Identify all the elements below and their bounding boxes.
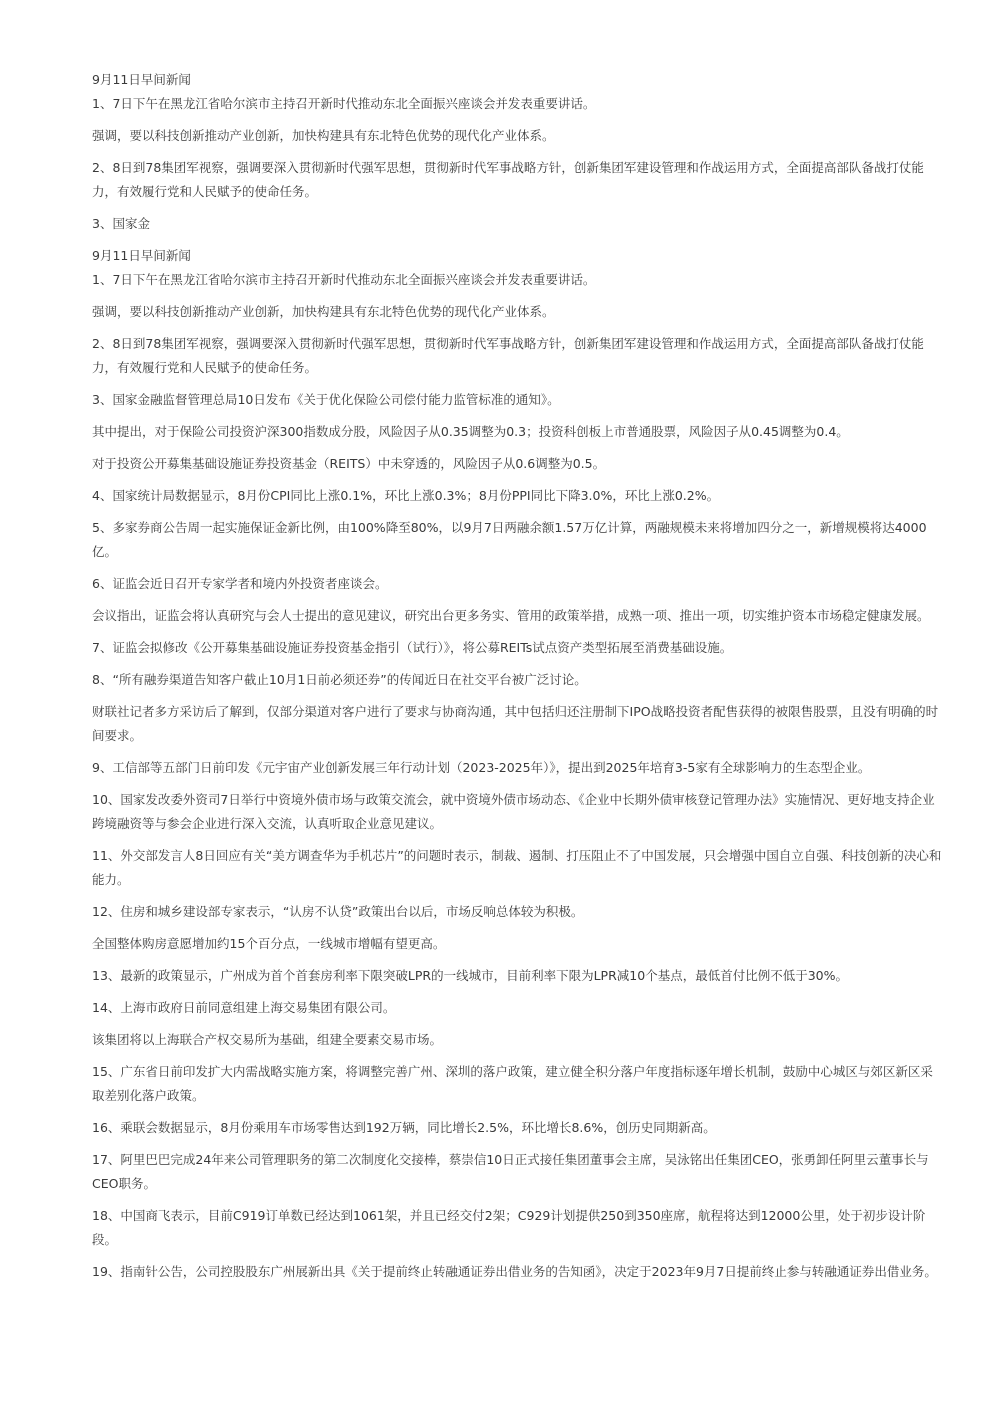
news-paragraph: 会议指出，证监会将认真研究与会人士提出的意见建议，研究出台更多务实、管用的政策举措，成熟一项、推出一项，切实维护资本市场稳定健康发展。 — [92, 608, 930, 623]
news-paragraph: 5、多家券商公告周一起实施保证金新比例，由100%降至80%，以9月7日两融余额1.57万亿计算，两融规模未来将增加四分之一，新增规模将达4000亿。 — [92, 520, 927, 559]
news-paragraph: 8、“所有融券渠道告知客户截止10月1日前必须还券”的传闻近日在社交平台被广泛讨论。 — [92, 672, 587, 687]
news-paragraph: 1、7日下午在黑龙江省哈尔滨市主持召开新时代推动东北全面振兴座谈会并发表重要讲话。 — [92, 272, 596, 287]
news-paragraph: 1、7日下午在黑龙江省哈尔滨市主持召开新时代推动东北全面振兴座谈会并发表重要讲话。 — [92, 96, 596, 111]
news-paragraph: 9、工信部等五部门日前印发《元宇宙产业创新发展三年行动计划（2023-2025年）》，提出到2025年培育3-5家有全球影响力的生态型企业。 — [92, 760, 871, 775]
news-paragraph: 3、国家金 — [92, 216, 150, 231]
news-document — [92, 68, 944, 1292]
news-paragraph: 17、阿里巴巴完成24年来公司管理职务的第二次制度化交接棒，蔡崇信10日正式接任集团董事会主席，吴泳铭出任集团CEO，张勇卸任阿里云董事长与CEO职务。 — [92, 1152, 929, 1191]
news-paragraph: 19、指南针公告，公司控股股东广州展新出具《关于提前终止转融通证券出借业务的告知函》，决定于2023年9月7日提前终止参与转融通证券出借业务。 — [92, 1264, 937, 1279]
news-paragraph: 该集团将以上海联合产权交易所为基础，组建全要素交易市场。 — [92, 1032, 443, 1047]
news-paragraph: 14、上海市政府日前同意组建上海交易集团有限公司。 — [92, 1000, 396, 1015]
news-paragraph: 2、8日到78集团军视察，强调要深入贯彻新时代强军思想，贯彻新时代军事战略方针，创新集团军建设管理和作战运用方式，全面提高部队备战打仗能力，有效履行党和人民赋予的使命任务。 — [92, 160, 924, 199]
news-paragraph: 财联社记者多方采访后了解到，仅部分渠道对客户进行了要求与协商沟通，其中包括归还注册制下IPO战略投资者配售获得的被限售股票，且没有明确的时间要求。 — [92, 704, 939, 743]
news-paragraph: 强调，要以科技创新推动产业创新，加快构建具有东北特色优势的现代化产业体系。 — [92, 128, 555, 143]
news-paragraph: 其中提出，对于保险公司投资沪深300指数成分股，风险因子从0.35调整为0.3；投资科创板上市普通股票，风险因子从0.45调整为0.4。 — [92, 424, 849, 439]
news-paragraph: 3、国家金融监督管理总局10日发布《关于优化保险公司偿付能力监管标准的通知》。 — [92, 392, 560, 407]
news-paragraph: 16、乘联会数据显示，8月份乘用车市场零售达到192万辆，同比增长2.5%，环比增长8.6%，创历史同期新高。 — [92, 1120, 716, 1135]
news-paragraph: 12、住房和城乡建设部专家表示，“认房不认贷”政策出台以后，市场反响总体较为积极。 — [92, 904, 584, 919]
news-paragraph: 全国整体购房意愿增加约15个百分点，一线城市增幅有望更高。 — [92, 936, 446, 951]
news-paragraph: 10、国家发改委外资司7日举行中资境外债市场与政策交流会，就中资境外债市场动态、《企业中长期外债审核登记管理办法》实施情况、更好地支持企业跨境融资等与参会企业进行深入交流，认真听取企业意见建议。 — [92, 792, 935, 831]
news-paragraph: 强调，要以科技创新推动产业创新，加快构建具有东北特色优势的现代化产业体系。 — [92, 304, 555, 319]
news-paragraph: 对于投资公开募集基础设施证券投资基金（REITS）中未穿透的，风险因子从0.6调整为0.5。 — [92, 456, 606, 471]
news-paragraph: 18、中国商飞表示，目前C919订单数已经达到1061架，并且已经交付2架；C929计划提供250到350座席，航程将达到12000公里，处于初步设计阶段。 — [92, 1208, 926, 1247]
news-date-heading: 9月11日早间新闻 — [92, 248, 191, 263]
news-paragraph: 2、8日到78集团军视察，强调要深入贯彻新时代强军思想，贯彻新时代军事战略方针，创新集团军建设管理和作战运用方式，全面提高部队备战打仗能力，有效履行党和人民赋予的使命任务。 — [92, 336, 924, 375]
news-paragraph: 4、国家统计局数据显示，8月份CPI同比上涨0.1%，环比上涨0.3%；8月份PPI同比下降3.0%，环比上涨0.2%。 — [92, 488, 720, 503]
news-paragraph: 11、外交部发言人8日回应有关“美方调查华为手机芯片”的问题时表示，制裁、遏制、打压阻止不了中国发展，只会增强中国自立自强、科技创新的决心和能力。 — [92, 848, 942, 887]
news-date-heading: 9月11日早间新闻 — [92, 72, 191, 87]
news-paragraph: 15、广东省日前印发扩大内需战略实施方案，将调整完善广州、深圳的落户政策，建立健全积分落户年度指标逐年增长机制，鼓励中心城区与郊区新区采取差别化落户政策。 — [92, 1064, 933, 1103]
news-paragraph: 6、证监会近日召开专家学者和境内外投资者座谈会。 — [92, 576, 388, 591]
news-paragraph: 7、证监会拟修改《公开募集基础设施证券投资基金指引（试行）》，将公募REITs试点资产类型拓展至消费基础设施。 — [92, 640, 733, 655]
news-paragraph: 13、最新的政策显示，广州成为首个首套房利率下限突破LPR的一线城市，目前利率下限为LPR减10个基点，最低首付比例不低于30%。 — [92, 968, 848, 983]
